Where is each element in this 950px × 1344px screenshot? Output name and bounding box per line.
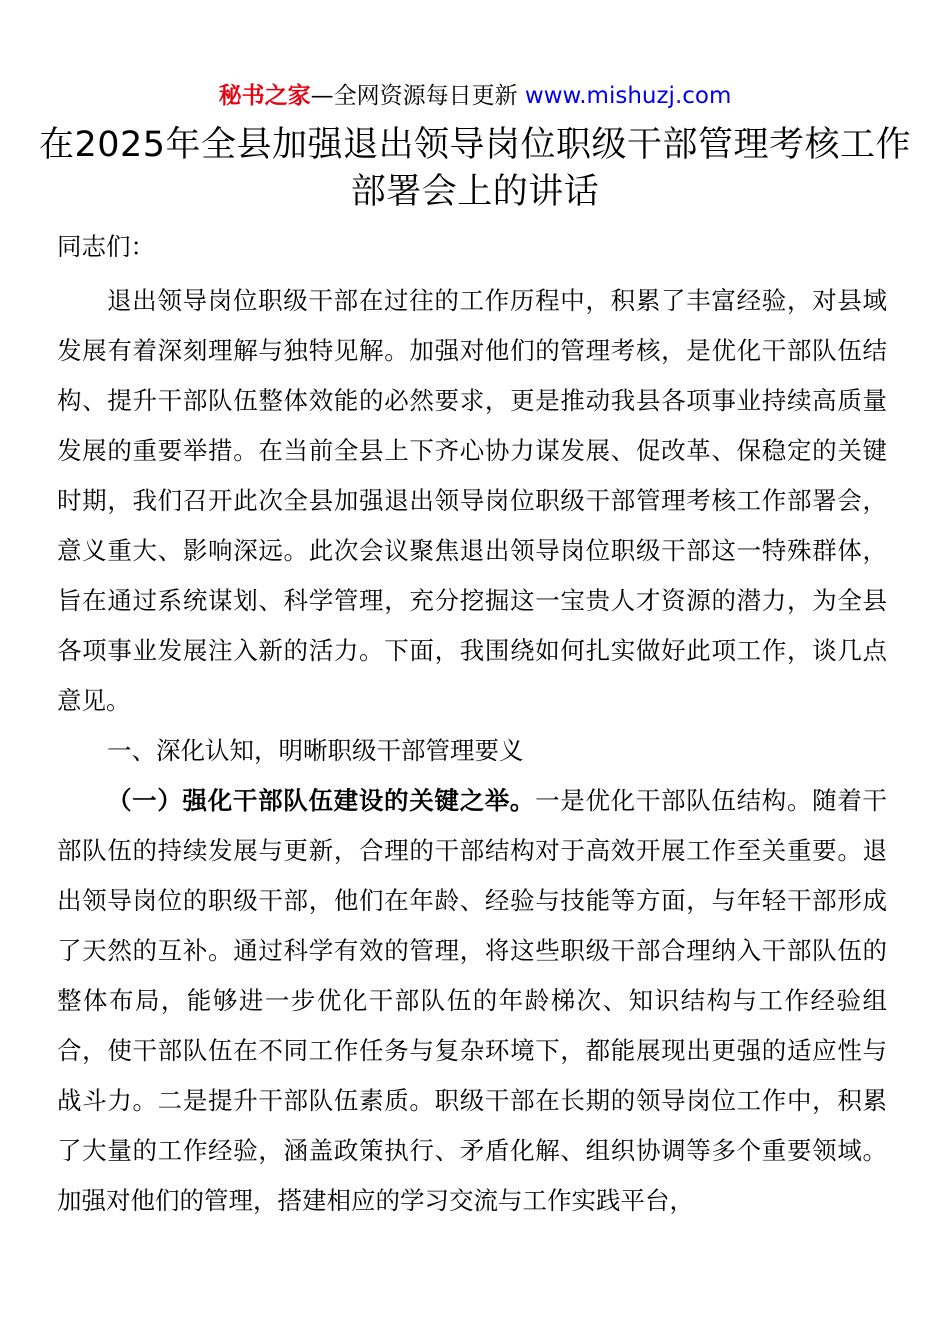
site-header bbox=[0, 80, 950, 112]
subsection-paragraph bbox=[57, 776, 887, 1226]
intro-paragraph: 退出领导岗位职级干部在过往的工作历程中，积累了丰富经验，对县域发展有着深刻理解与独特见解。加强对他们的管理考核，是优化干部队伍结构、提升干部队伍整体效能的必然要求，更是推动我县各项事业持续高质量发展的重要举措。在当前全县上下齐心协力谋发展、促改革、保稳定的关键时期，我们召开此次全县加强退出领导岗位职级干部管理考核工作部署会，意义重大、影响深远。此次会议聚焦退出领导岗位职级干部这一特殊群体，旨在通过系统谋划、科学管理，充分挖掘这一宝贵人才资源的潜力，为全县各项事业发展注入新的活力。下面，我围绕如何扎实做好此项工作，谈几点意见。 bbox=[57, 286, 887, 715]
greeting: 同志们： bbox=[57, 232, 155, 261]
document-body bbox=[57, 222, 887, 1226]
brand-name: 秘书之家 bbox=[218, 83, 311, 109]
subsection-text: 一是优化干部队伍结构。随着干部队伍的持续发展与更新，合理的干部结构对于高效开展工作至关重要。退出领导岗位的职级干部，他们在年龄、经验与技能等方面，与年轻干部形成了天然的互补。通过科学有效的管理，将这些职级干部合理纳入干部队伍的整体布局，能够进一步优化干部队伍的年龄梯次、知识结构与工作经验组合，使干部队伍在不同工作任务与复杂环境下，都能展现出更强的适应性与战斗力。二是提升干部队伍素质。职级干部在长期的领导岗位工作中，积累了大量的工作经验，涵盖政策执行、矛盾化解、组织协调等多个重要领域。加强对他们的管理，搭建相应的学习交流与工作实践平台， bbox=[57, 786, 888, 1215]
header-tagline: —全网资源每日更新 bbox=[310, 83, 525, 109]
site-url-link[interactable]: www.mishuzj.com bbox=[524, 83, 732, 109]
document-title: 在2025年全县加强退出领导岗位职级干部管理考核工作部署会上的讲话 bbox=[38, 125, 912, 212]
section-heading: 一、深化认知，明晰职级干部管理要义 bbox=[107, 736, 524, 765]
subsection-heading: （一）强化干部队伍建设的关键之举。 bbox=[107, 786, 536, 815]
